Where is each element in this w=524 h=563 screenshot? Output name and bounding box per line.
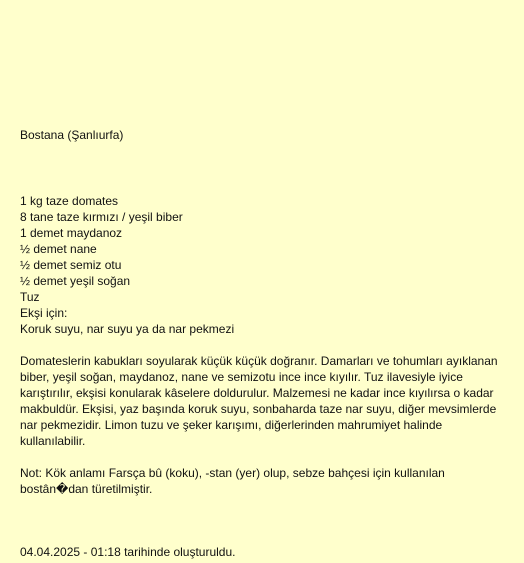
ingredient-item: ½ demet nane [20, 242, 97, 256]
ingredient-item: Tuz [20, 290, 40, 304]
ingredient-item: 1 demet maydanoz [20, 226, 123, 240]
ingredient-item: 1 kg taze domates [20, 194, 119, 208]
ingredient-item: ½ demet yeşil soğan [20, 274, 131, 288]
recipe-title: Bostana (Şanlıurfa) [20, 128, 124, 142]
created-timestamp: 04.04.2025 - 01:18 tarihinde oluşturuldu. [20, 545, 236, 559]
ingredient-item: ½ demet semiz otu [20, 258, 122, 272]
ingredient-item: Koruk suyu, nar suyu ya da nar pekmezi [20, 322, 235, 336]
ingredient-list [20, 193, 234, 337]
ingredient-item: Ekşi için: [20, 306, 68, 320]
recipe-note: Not: Kök anlamı Farsça bû (koku), -stan (yer) olup, sebze bahçesi için kullanılan bostân�dan türetilmiştir. [20, 466, 445, 496]
recipe-instructions: Domateslerin kabukları soyularak küçük küçük doğranır. Damarları ve tohumları ayıklanan biber, yeşil soğan, maydanoz, nane ve semizotu ince ince kıyılır. Tuz ilavesiyle iyice karıştırılır, ekşisi konularak kâselere doldurulur. Malzemesi ne kadar ince kıyılırsa o kadar makbuldür. Ekşisi, yaz başında koruk suyu, sonbaharda taze nar suyu, diğer mevsimlerde nar pekmezidir. Limon tuzu ve şeker karışımı, diğerlerinden mahrumiyet halinde kullanılabilir. [20, 354, 498, 448]
ingredient-item: 8 tane taze kırmızı / yeşil biber [20, 210, 183, 224]
